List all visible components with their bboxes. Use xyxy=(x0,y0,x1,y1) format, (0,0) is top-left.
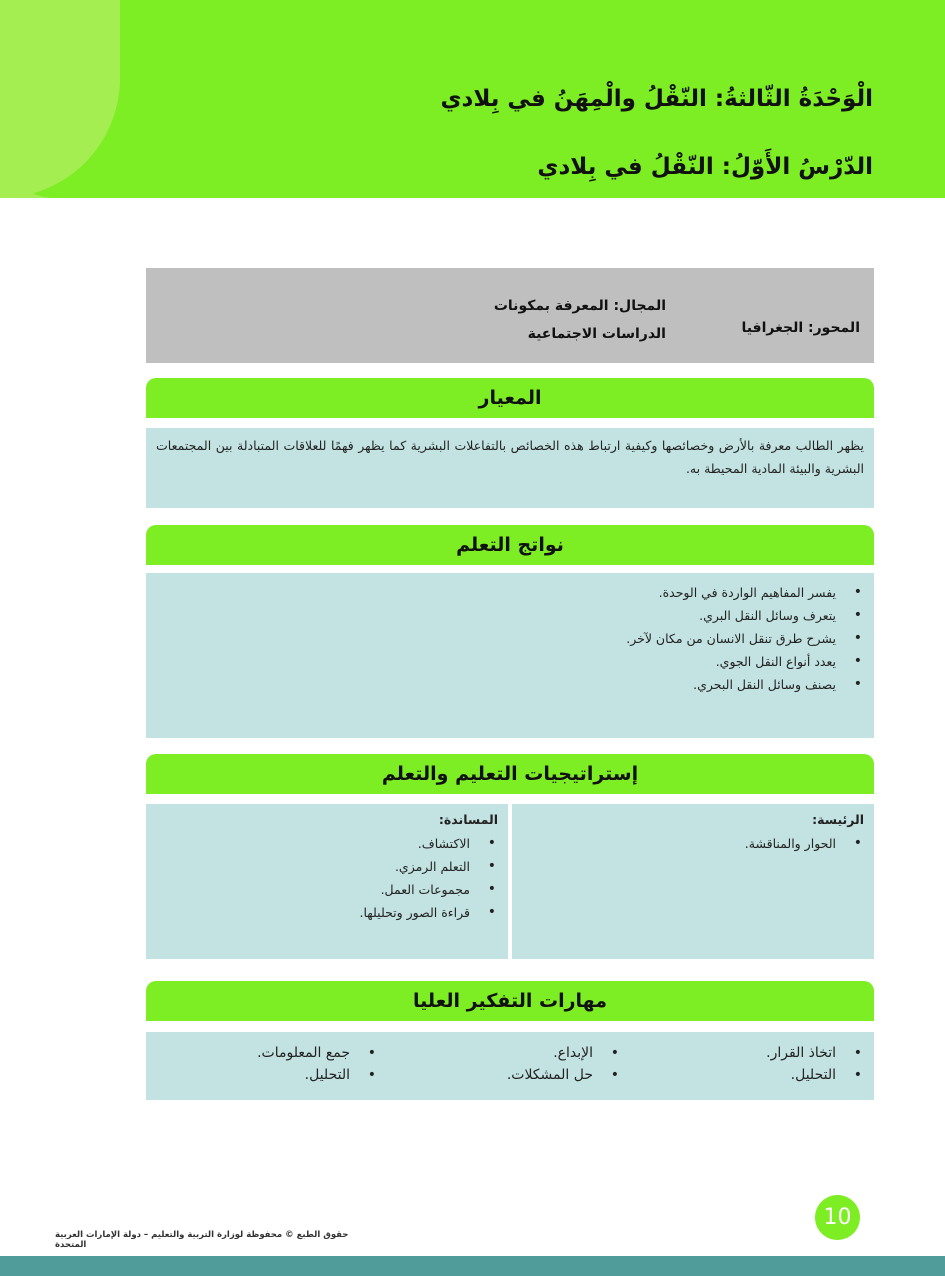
list-item: • يعدد أنواع النقل الجوي. xyxy=(146,650,874,673)
strategies-heading: إستراتيجيات التعليم والتعلم xyxy=(146,754,874,794)
list-item: • يتعرف وسائل النقل البري. xyxy=(146,604,874,627)
list-item: • حل المشكلات. xyxy=(391,1064,631,1086)
outcomes-body xyxy=(146,573,874,738)
domain-label: المجال: المعرفة بمكونات الدراسات الاجتماعية xyxy=(493,298,666,342)
list-item: • التعلم الرمزي. xyxy=(146,855,508,878)
list-item: • جمع المعلومات. xyxy=(148,1042,388,1064)
support-strategies xyxy=(146,804,508,959)
list-item: • يفسر المفاهيم الواردة في الوحدة. xyxy=(146,581,874,604)
strategies-body xyxy=(146,804,874,959)
lesson-title: الدّرْسُ الأَوّلُ: النّقْلُ في بِلادي xyxy=(537,154,873,180)
footer-bar xyxy=(0,1256,945,1276)
column-divider xyxy=(508,804,512,959)
skills-body xyxy=(146,1032,874,1100)
main-strategies-title: الرئيسة: xyxy=(812,812,864,827)
page-number: 10 xyxy=(815,1195,860,1240)
list-item: • الاكتشاف. xyxy=(146,832,508,855)
copyright-notice: حقوق الطبع © محفوظة لوزارة التربية والتعليم – دولة الإمارات العربية المتحدة xyxy=(55,1230,349,1250)
list-item: • يشرح طرق تنقل الانسان من مكان لآخر. xyxy=(146,627,874,650)
list-item: • مجموعات العمل. xyxy=(146,878,508,901)
unit-title: الْوَحْدَةُ الثّالثةُ: النّقْلُ والْمِهَنُ في بِلادي xyxy=(440,86,873,112)
support-strategies-title: المساندة: xyxy=(438,812,498,827)
list-item: • يصنف وسائل النقل البحري. xyxy=(146,673,874,696)
skills-column-2 xyxy=(391,1042,631,1086)
standard-heading: المعيار xyxy=(146,378,874,418)
list-item: • التحليل. xyxy=(148,1064,388,1086)
list-item: • التحليل. xyxy=(634,1064,874,1086)
main-strategies-list xyxy=(512,832,874,855)
axis-label: المحور: الجغرافيا xyxy=(741,320,860,336)
standard-text: يظهر الطالب معرفة بالأرض وخصائصها وكيفية ارتباط هذه الخصائص بالتفاعلات البشرية كما يظهر فهمًا للعلاقات المتبادلة بين المجتمعات البشرية والبيئة المادية المحيطة به. xyxy=(156,438,864,476)
list-item: • الإبداع. xyxy=(391,1042,631,1064)
outcomes-heading: نواتج التعلم xyxy=(146,525,874,565)
main-strategies xyxy=(512,804,874,959)
info-box xyxy=(146,268,874,363)
list-item: • الحوار والمناقشة. xyxy=(512,832,874,855)
outcomes-list xyxy=(146,581,874,696)
skills-column-3 xyxy=(148,1042,388,1086)
list-item: • قراءة الصور وتحليلها. xyxy=(146,901,508,924)
skills-heading: مهارات التفكير العليا xyxy=(146,981,874,1021)
skills-column-1 xyxy=(634,1042,874,1086)
support-strategies-list xyxy=(146,832,508,924)
standard-body xyxy=(146,428,874,508)
list-item: • اتخاذ القرار. xyxy=(634,1042,874,1064)
